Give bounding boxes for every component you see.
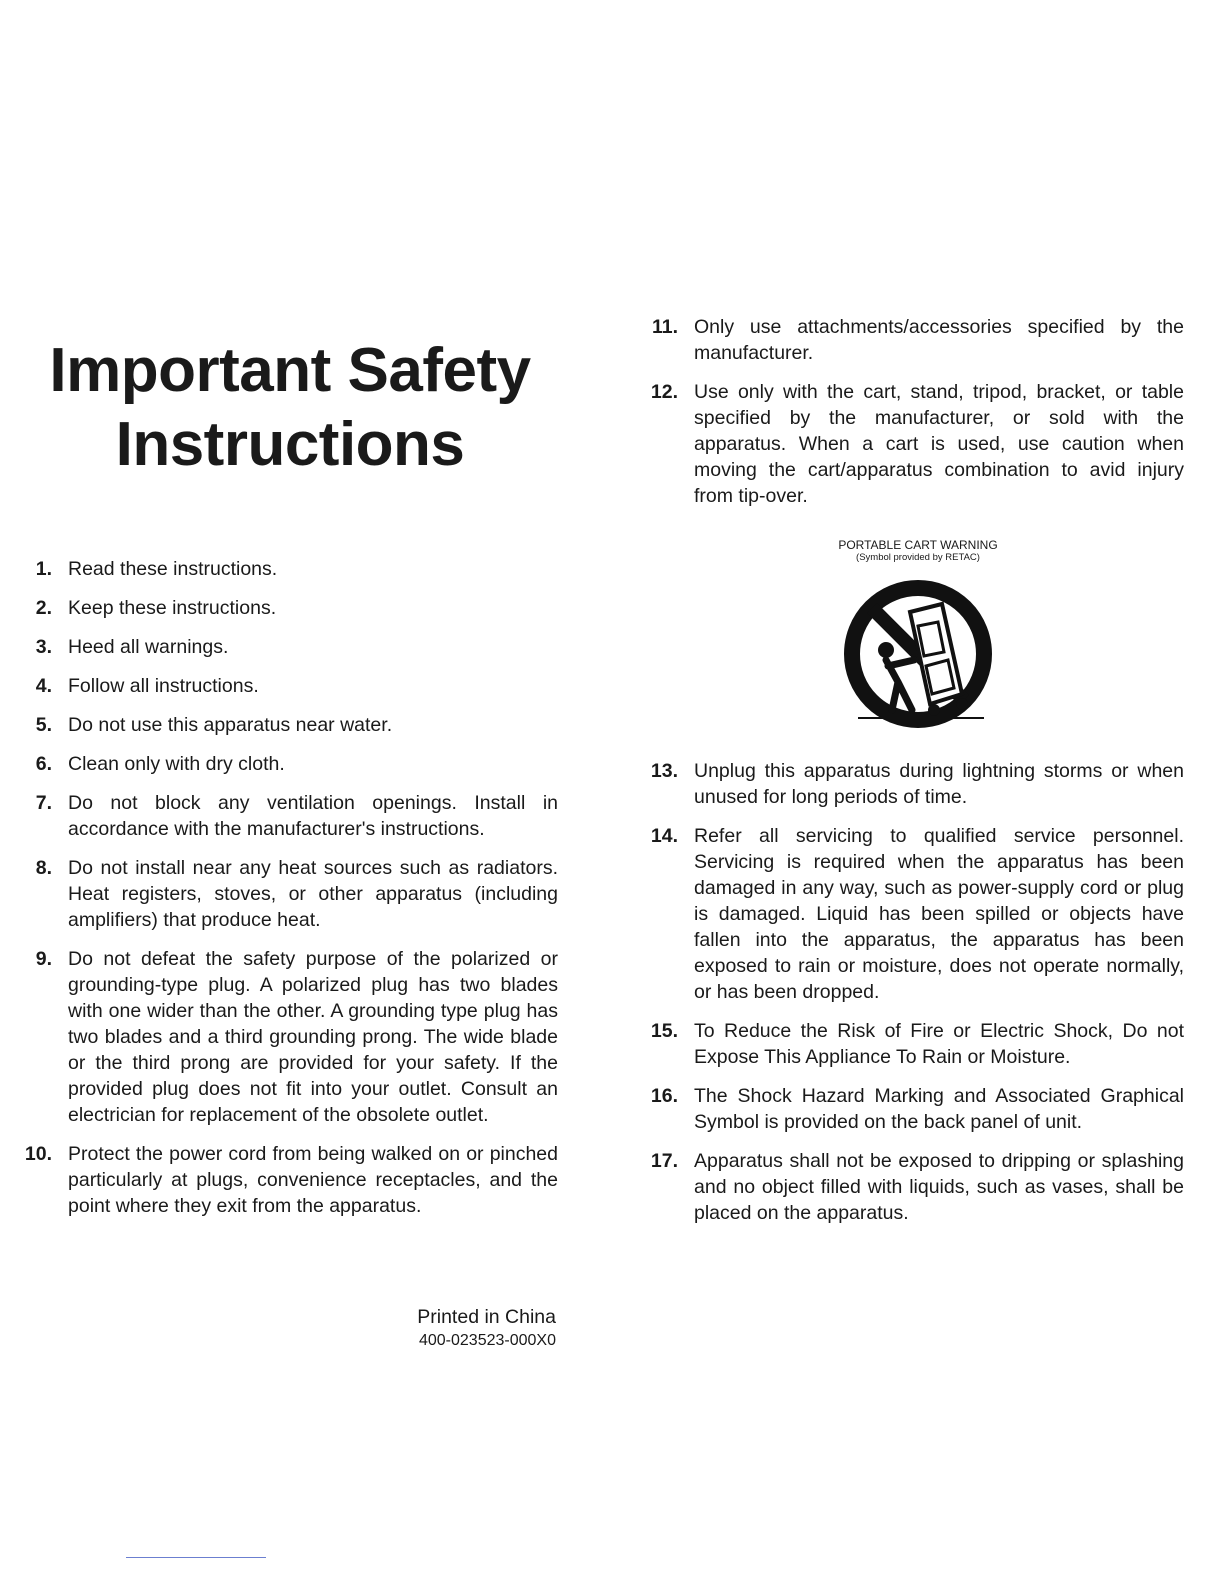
instruction-number: 1. [35, 558, 52, 580]
instruction-text: Do not install near any heat sources such as radiators. Heat registers, stoves, or other apparatus (including amplifiers) that produce heat. [68, 857, 558, 931]
instruction-number: 9. [35, 948, 52, 970]
instructions-list-left [14, 556, 558, 1232]
instruction-text: Clean only with dry cloth. [68, 753, 285, 775]
part-number: 400-023523-000X0 [418, 1332, 556, 1349]
instruction-number: 13. [650, 760, 678, 782]
instruction-number: 8. [35, 857, 52, 879]
instruction-item [14, 855, 558, 933]
instruction-text: Follow all instructions. [68, 675, 259, 697]
instruction-text: Do not use this apparatus near water. [68, 714, 393, 736]
instruction-item [14, 790, 558, 842]
instruction-number: 16. [650, 1085, 678, 1107]
instruction-text: Only use attachments/accessories specified by the manufacturer. [694, 316, 1184, 364]
instructions-list-right-top [640, 314, 1184, 522]
instruction-number: 4. [35, 675, 52, 697]
instruction-text: Keep these instructions. [68, 597, 277, 619]
instruction-item [14, 556, 558, 582]
instruction-item [14, 1141, 558, 1219]
page-title-line-2: Instructions [115, 409, 465, 479]
instruction-item [640, 1018, 1184, 1070]
instruction-item [640, 314, 1184, 366]
instruction-number: 6. [35, 753, 52, 775]
instruction-number: 2. [35, 597, 52, 619]
instruction-text: Unplug this apparatus during lightning storms or when unused for long periods of time. [694, 760, 1184, 808]
instruction-text: Do not defeat the safety purpose of the polarized or grounding-type plug. A polarized plug has two blades with one wider than the other. A grounding type plug has two blades and a third grounding prong. The wide blade or the third prong are provided for your safety. If the provided plug does not fit into your outlet. Consult an electrician for replacement of the obsolete outlet. [68, 948, 558, 1126]
instruction-number: 7. [35, 792, 52, 814]
instruction-number: 12. [650, 381, 678, 403]
instruction-item [14, 673, 558, 699]
instruction-item [14, 634, 558, 660]
page-title-line-1: Important Safety [49, 335, 531, 405]
instruction-item [640, 823, 1184, 1005]
cart-warning-subtitle: (Symbol provided by RETAC) [856, 552, 980, 563]
instruction-item [640, 758, 1184, 810]
instruction-item [14, 751, 558, 777]
instruction-text: Protect the power cord from being walked on or pinched particularly at plugs, convenience receptacles, and the point where they exit from the apparatus. [68, 1143, 558, 1217]
instruction-item [14, 595, 558, 621]
instruction-number: 11. [651, 316, 678, 338]
instruction-number: 17. [650, 1150, 678, 1172]
divider [126, 1557, 266, 1558]
instruction-number: 15. [650, 1020, 678, 1042]
instructions-list-right-bottom [640, 758, 1184, 1239]
printed-in-text: Printed in China [417, 1306, 556, 1328]
instruction-text: To Reduce the Risk of Fire or Electric Shock, Do not Expose This Appliance To Rain or Moisture. [694, 1020, 1184, 1068]
instruction-text: The Shock Hazard Marking and Associated Graphical Symbol is provided on the back panel of unit. [694, 1085, 1184, 1133]
instruction-number: 3. [35, 636, 52, 658]
instruction-text: Heed all warnings. [68, 636, 229, 658]
instruction-item [640, 1148, 1184, 1226]
instruction-item [640, 1083, 1184, 1135]
instruction-text: Read these instructions. [68, 558, 278, 580]
instruction-text: Use only with the cart, stand, tripod, bracket, or table specified by the manufacturer, or sold with the apparatus. When a cart is used, use caution when moving the cart/apparatus combination to avid injury from tip-over. [694, 381, 1184, 507]
cart-warning-title: PORTABLE CART WARNING [838, 538, 998, 552]
portable-cart-warning-icon [838, 578, 998, 738]
instruction-text: Apparatus shall not be exposed to dripping or splashing and no object filled with liquids, such as vases, shall be placed on the apparatus. [694, 1150, 1184, 1224]
instruction-text: Do not block any ventilation openings. Install in accordance with the manufacturer's instructions. [68, 792, 558, 840]
cart-warning-caption [808, 538, 1028, 564]
instruction-item [14, 946, 558, 1128]
instruction-number: 5. [35, 714, 52, 736]
instruction-text: Refer all servicing to qualified service personnel. Servicing is required when the apparatus has been damaged in any way, such as power-supply cord or plug is damaged. Liquid has been spilled or objects have fallen into the apparatus, the apparatus has been exposed to rain or moisture, does not operate normally, or has been dropped. [694, 825, 1184, 1003]
instruction-item [14, 712, 558, 738]
instruction-number: 10. [24, 1143, 52, 1165]
instruction-item [640, 379, 1184, 509]
instruction-number: 14. [650, 825, 678, 847]
page-title [40, 334, 540, 482]
footer-print-info [380, 1304, 556, 1352]
